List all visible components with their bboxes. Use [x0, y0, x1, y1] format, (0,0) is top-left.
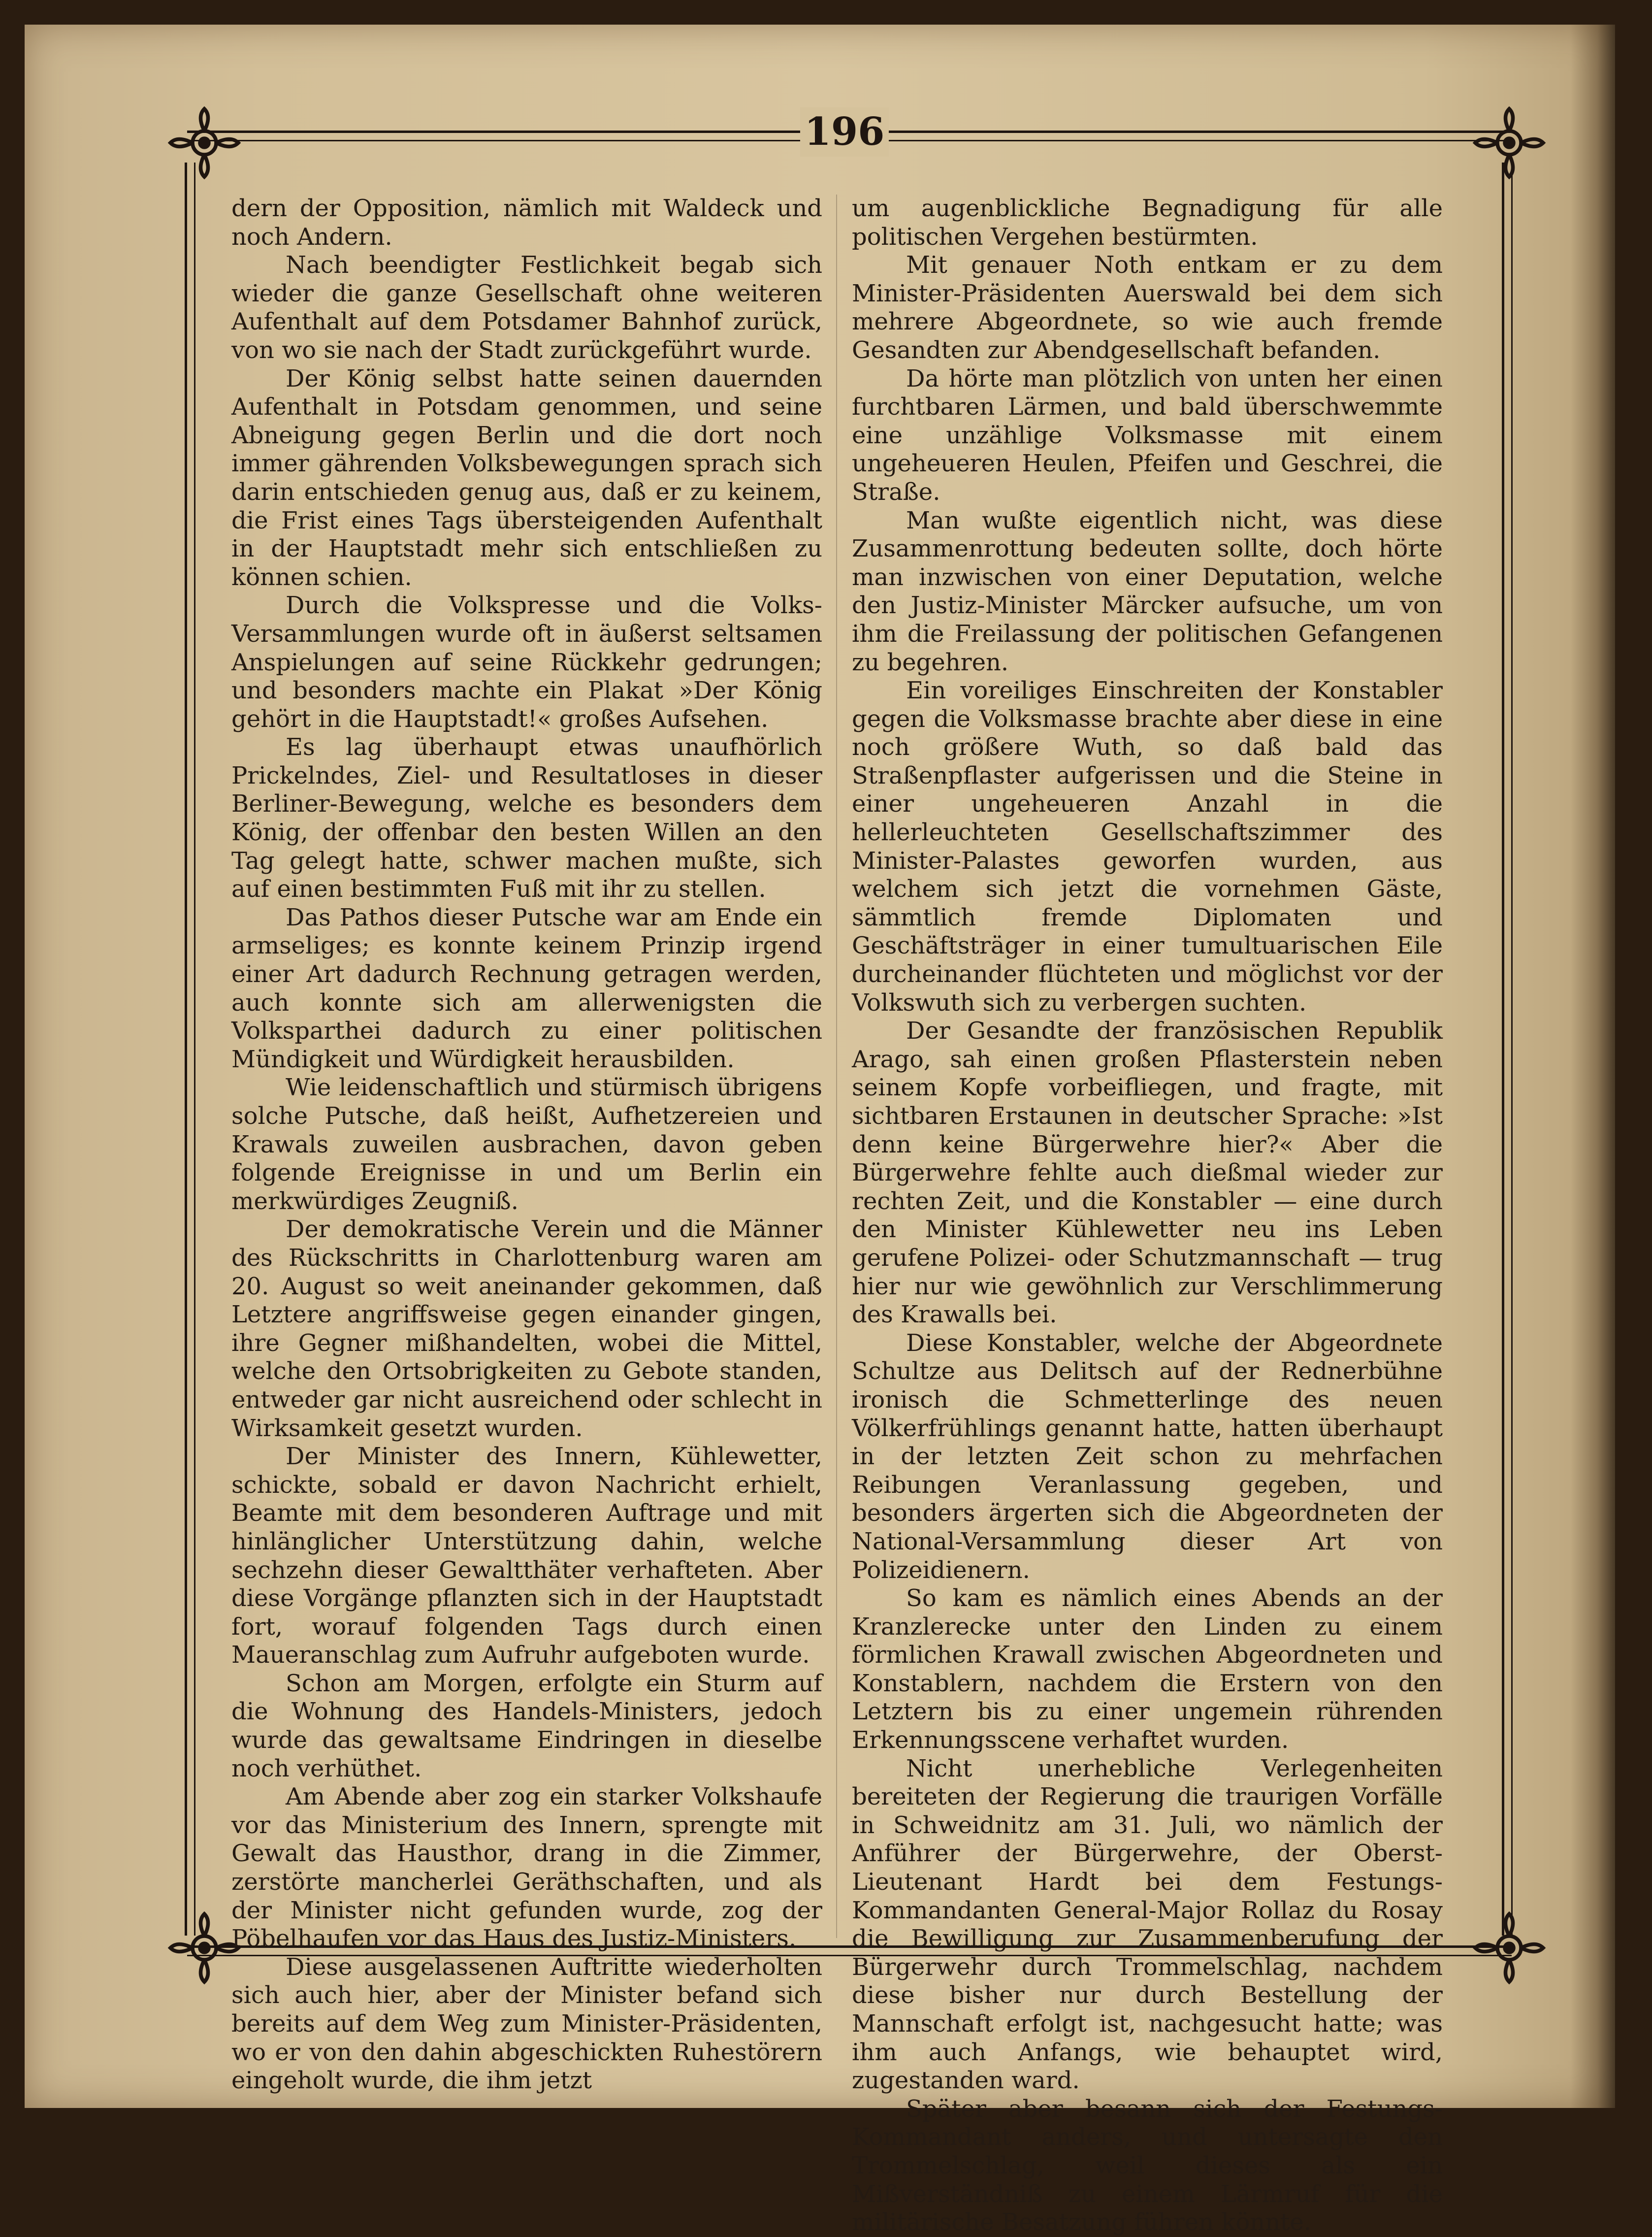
paragraph: Diese Konstabler, welche der Abgeordnete Schultze aus Delitsch auf der Rednerbühne ironisch die Schmetterlinge des neuen Völkerfrühlings genannt hatte, hatten überhaupt in der letzten Zeit schon zu mehrfachen Reibungen Veranlassung gegeben, und besonders ärgerten sich die Abgeordneten der National-Versammlung dieser Art von Polizeidienern. [852, 1329, 1443, 1584]
paragraph: Da hörte man plötzlich von unten her einen furchtbaren Lärmen, und bald überschwemmte eine unzählige Volksmasse mit einem ungeheueren Heulen, Pfeifen und Geschrei, die Straße. [852, 364, 1443, 506]
paragraph: Durch die Volkspresse und die Volks-Versammlungen wurde oft in äußerst seltsamen Anspielungen auf seine Rückkehr gedrungen; und besonders machte ein Plakat »Der König gehört in die Hauptstadt!« großes Aufsehen. [231, 592, 822, 733]
paragraph: Später aber besann sich der Festungs-Kommandant anders, und untersagte den Trommelschlag, weil dieses als ein Mißverständniß zu einem Lärmruf für die militärische Besatzung führen könnte. [852, 2095, 1443, 2237]
paragraph: Wie leidenschaftlich und stürmisch übrigens solche Putsche, daß heißt, Aufhetzereien und Krawals zuweilen ausbrachen, davon geben folgende Ereignisse in und um Berlin ein merkwürdiges Zeugniß. [231, 1074, 822, 1215]
floral-corner-icon [1472, 106, 1546, 180]
floral-corner-icon [1472, 1911, 1546, 1985]
paragraph: um augenblickliche Begnadigung für alle politischen Vergehen bestürmten. [852, 195, 1443, 251]
paragraph: Das Pathos dieser Putsche war am Ende ein armseliges; es konnte keinem Prinzip irgend einer Art dadurch Rechnung getragen werden, auch konnte sich am allerwenigsten die Volksparthei dadurch zu einer politischen Mündigkeit und Würdigkeit herausbilden. [231, 903, 822, 1073]
page-number: 196 [800, 107, 889, 157]
paragraph: Schon am Morgen, erfolgte ein Sturm auf die Wohnung des Handels-Ministers, jedoch wurde das gewaltsame Eindringen in dieselbe noch verhüthet. [231, 1669, 822, 1782]
paragraph: Mit genauer Noth entkam er zu dem Minister-Präsidenten Auerswald bei dem sich mehrere Abgeordnete, so wie auch fremde Gesandten zur Abendgesellschaft befanden. [852, 251, 1443, 364]
paragraph: Nicht unerhebliche Verlegenheiten bereiteten der Regierung die traurigen Vorfälle in Schweidnitz am 31. Juli, wo nämlich der Anführer der Bürgerwehre, der Oberst-Lieutenant Hardt bei dem Festungs-Kommandanten General-Major Rollaz du Rosay die Bewilligung zur Zusammenberufung der Bürgerwehr durch Trommelschlag, nachdem diese bisher nur durch Bestellung der Mannschaft erfolgt ist, nachgesucht hatte; was ihm auch Anfangs, wie behauptet wird, zugestanden ward. [852, 1754, 1443, 2095]
column-divider [836, 195, 837, 1938]
paragraph: Diese ausgelassenen Auftritte wiederholten sich auch hier, aber der Minister befand sich bereits auf dem Weg zum Minister-Präsidenten, wo er von den dahin abgeschickten Ruhestörern eingeholt wurde, die ihm jetzt [231, 1953, 822, 2095]
paragraph: dern der Opposition, nämlich mit Waldeck und noch Andern. [231, 195, 822, 251]
paragraph: Man wußte eigentlich nicht, was diese Zusammenrottung bedeuten sollte, doch hörte man inzwischen von einer Deputation, welche den Justiz-Minister Märcker aufsuche, um von ihm die Freilassung der politischen Gefangenen zu begehren. [852, 506, 1443, 676]
border-right [1502, 163, 1513, 1936]
border-left [185, 163, 195, 1936]
paragraph: So kam es nämlich eines Abends an der Kranzlerecke unter den Linden zu einem förmlichen Krawall zwischen Abgeordneten und Konstablern, nachdem die Erstern von den Letztern bis zu einer ungemein rührenden Erkennungsscene verhaftet wurden. [852, 1584, 1443, 1754]
paragraph: Nach beendigter Festlichkeit begab sich wieder die ganze Gesellschaft ohne weiteren Aufenthalt auf dem Potsdamer Bahnhof zurück, von wo sie nach der Stadt zurückgeführt wurde. [231, 251, 822, 364]
paragraph: Der König selbst hatte seinen dauernden Aufenthalt in Potsdam genommen, und seine Abneigung gegen Berlin und die dort noch immer gährenden Volksbewegungen sprach sich darin entschieden genug aus, daß er zu keinem, die Frist eines Tags übersteigenden Aufenthalt in der Hauptstadt mehr sich entschließen zu können schien. [231, 364, 822, 591]
newspaper-page [25, 25, 1615, 2237]
paragraph: Der Gesandte der französischen Republik Arago, sah einen großen Pflasterstein neben seinem Kopfe vorbeifliegen, und fragte, mit sichtbaren Erstaunen in deutscher Sprache: »Ist denn keine Bürgerwehre hier?« Aber die Bürgerwehre fehlte auch dießmal wieder zur rechten Zeit, und die Konstabler — eine durch den Minister Kühlewetter neu ins Leben gerufene Polizei- oder Schutzmannschaft — trug hier nur wie gewöhnlich zur Verschlimmerung des Krawalls bei. [852, 1017, 1443, 1329]
left-column [231, 195, 822, 2095]
paragraph: Am Abende aber zog ein starker Volkshaufe vor das Ministerium des Innern, sprengte mit Gewalt das Hausthor, drang in die Zimmer, zerstörte mancherlei Geräthschaften, und als der Minister nicht gefunden wurde, zog der Pöbelhaufen vor das Haus des Justiz-Ministers. [231, 1783, 822, 1953]
floral-corner-icon [167, 1911, 241, 1985]
paragraph: Ein voreiliges Einschreiten der Konstabler gegen die Volksmasse brachte aber diese in eine noch größere Wuth, so daß bald das Straßenpflaster aufgerissen und die Steine in einer ungeheueren Anzahl in die hellerleuchteten Gesellschaftszimmer des Minister-Palastes geworfen wurden, aus welchem sich jetzt die vornehmen Gäste, sämmtlich fremde Diplomaten und Geschäftsträger in einer tumultuarischen Eile durcheinander flüchteten und möglichst vor der Volkswuth sich zu verbergen suchten. [852, 677, 1443, 1017]
floral-corner-icon [167, 106, 241, 180]
page-spine-shadow [1571, 25, 1615, 2108]
paragraph: Der demokratische Verein und die Männer des Rückschritts in Charlottenburg waren am 20. August so weit aneinander gekommen, daß Letztere angriffsweise gegen einander gingen, ihre Gegner mißhandelten, wobei die Mittel, welche den Ortsobrigkeiten zu Gebote standen, entweder gar nicht ausreichend oder schlecht in Wirksamkeit gesetzt wurden. [231, 1216, 822, 1442]
paragraph: Der Minister des Innern, Kühlewetter, schickte, sobald er davon Nachricht erhielt, Beamte mit dem besonderen Auftrage und mit hinlänglicher Unterstützung dahin, welche sechzehn dieser Gewaltthäter verhafteten. Aber diese Vorgänge pflanzten sich in der Hauptstadt fort, worauf folgenden Tags durch einen Maueranschlag zum Aufruhr aufgeboten wurde. [231, 1443, 822, 1669]
paragraph: Es lag überhaupt etwas unaufhörlich Prickelndes, Ziel- und Resultatloses in dieser Berliner-Bewegung, welche es besonders dem König, der offenbar den besten Willen an den Tag gelegt hatte, schwer machen mußte, sich auf einen bestimmten Fuß mit ihr zu stellen. [231, 733, 822, 903]
right-column [852, 195, 1443, 2237]
